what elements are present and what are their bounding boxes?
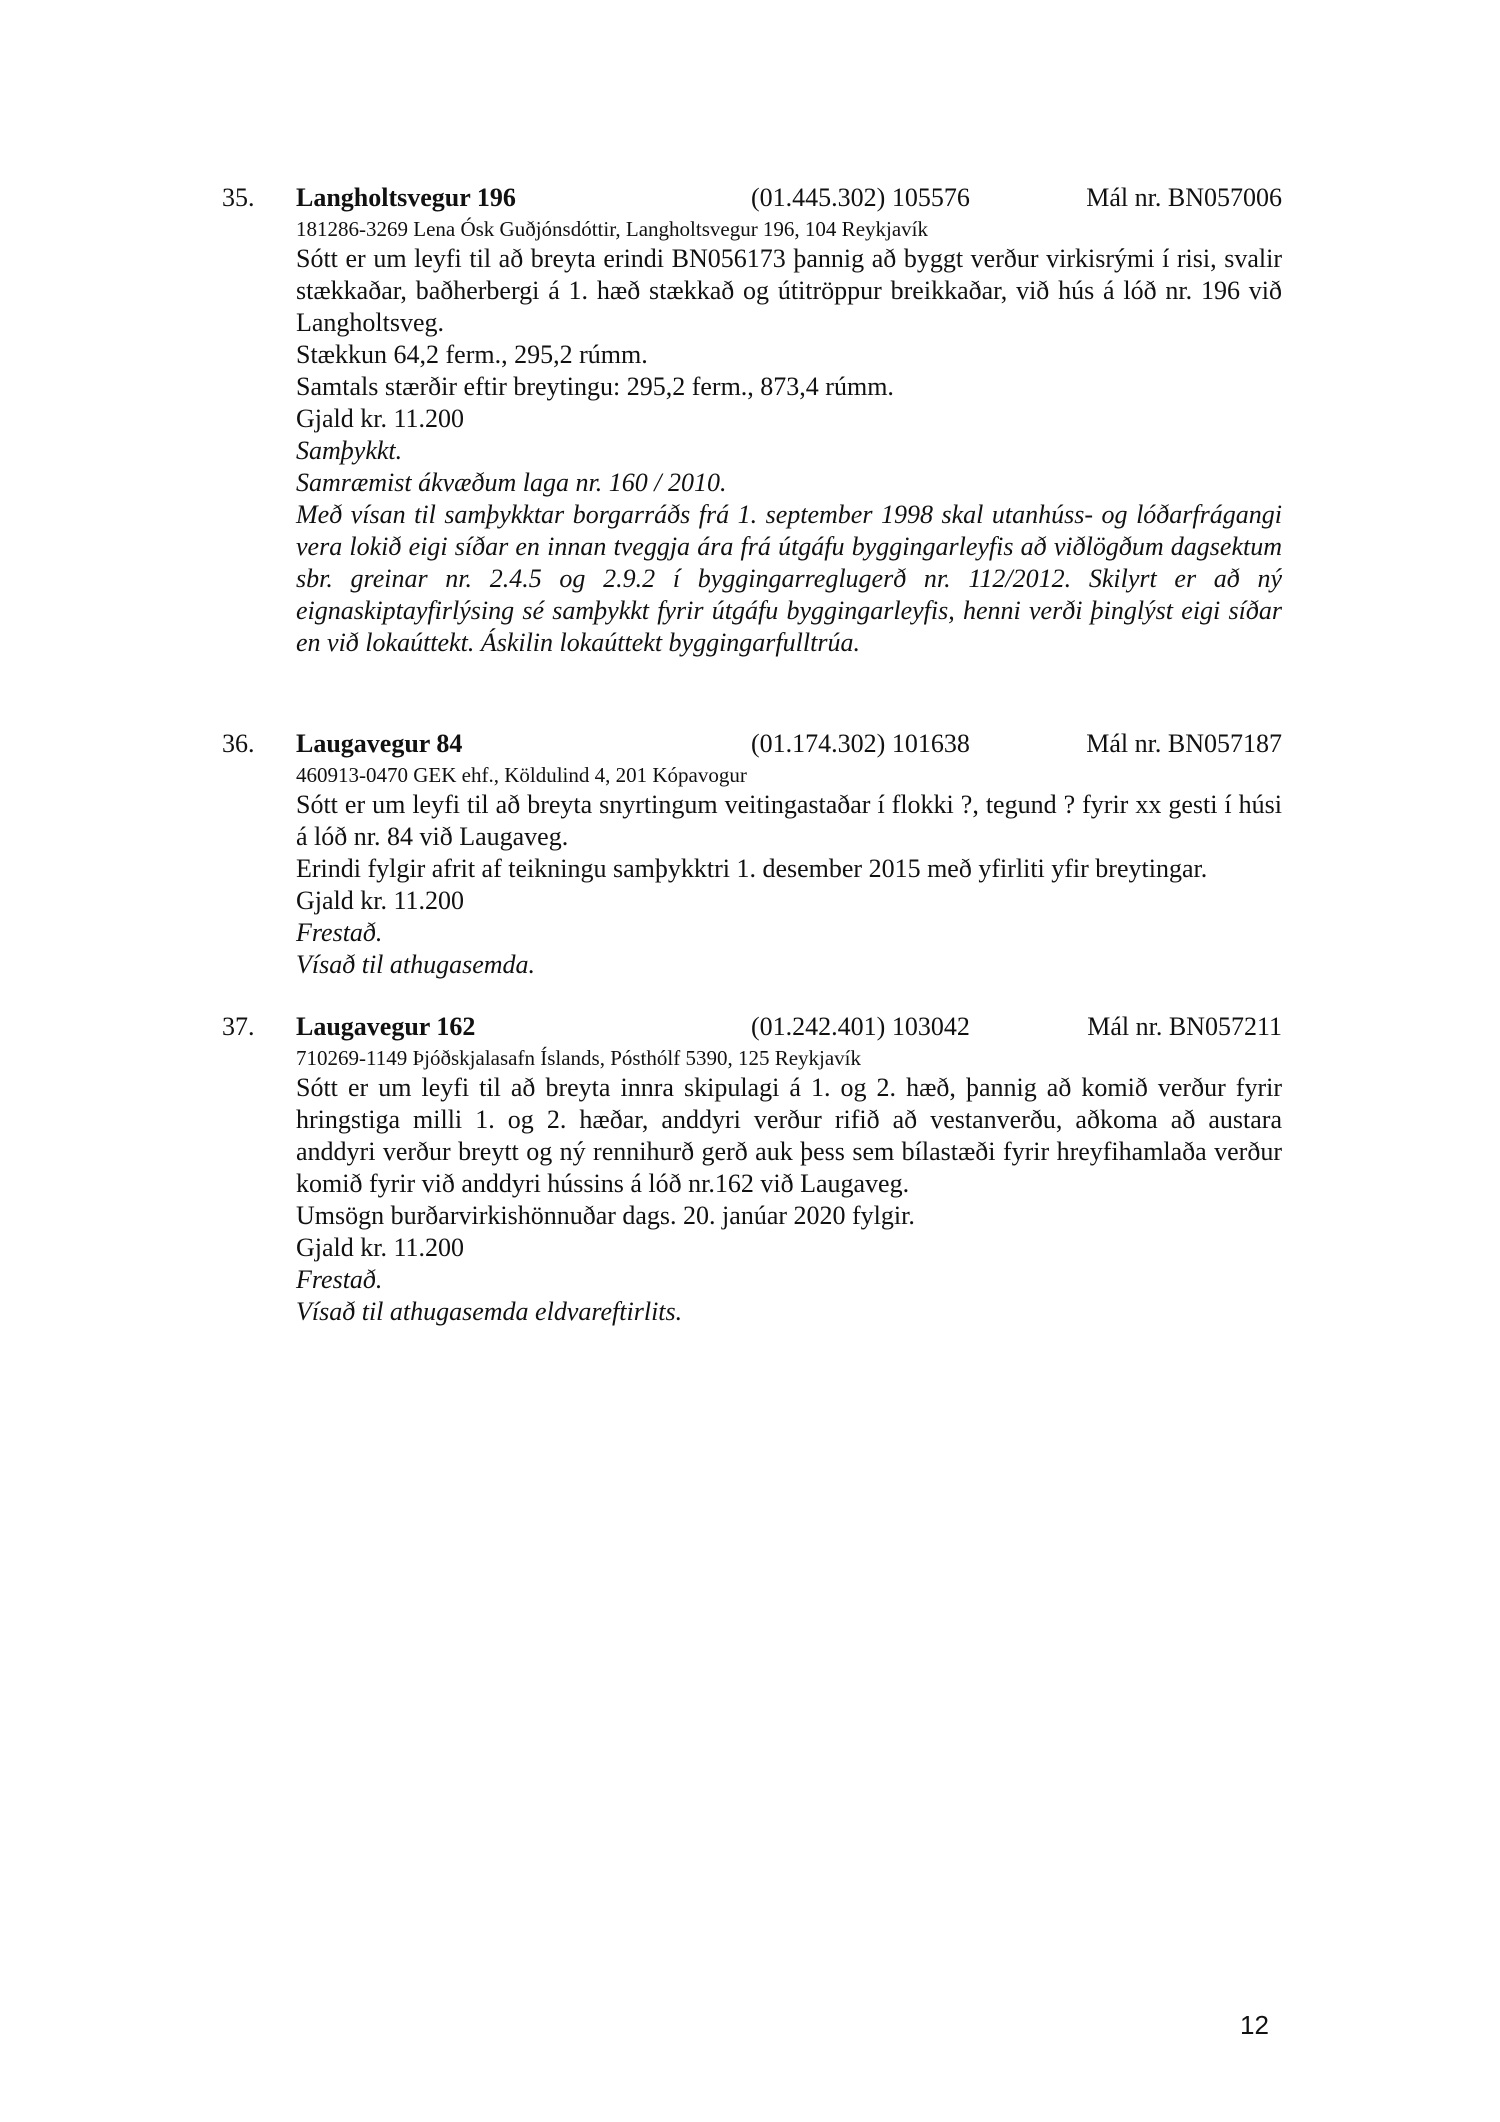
note: Vísað til athugasemda eldvareftirlits.: [296, 1297, 683, 1326]
description: Sótt er um leyfi til að breyta innra skipulagi á 1. og 2. hæð, þannig að komið verður fyrir hringstiga milli 1. og 2. hæðar, anddyri verður rifið að vestanverðu, aðkoma að austara anddyri verður breytt og ný rennihurð gerð auk þess sem bílastæði fyrir hreyfihamlaða verður komið fyrir við anddyri hússins á lóð nr.162 við Laugaveg.: [296, 1073, 1282, 1198]
fee: Gjald kr. 11.200: [296, 886, 465, 915]
applicant: 181286-3269 Lena Ósk Guðjónsdóttir, Langholtsvegur 196, 104 Reykjavík: [296, 217, 928, 241]
entry-number: 37.: [222, 1012, 255, 1041]
entry-header: [222, 727, 1282, 761]
entry-body: [296, 215, 1282, 659]
attachment-note: Umsögn burðarvirkishönnuðar dags. 20. janúar 2020 fylgir.: [296, 1201, 915, 1230]
land-number: (01.445.302) 105576: [751, 183, 970, 212]
decision: Samþykkt.: [296, 436, 403, 465]
case-number: Mál nr. BN057006: [1086, 183, 1282, 212]
entry-header: [222, 181, 1282, 215]
attachment-note: Erindi fylgir afrit af teikningu samþykktri 1. desember 2015 með yfirliti yfir breytingar.: [296, 854, 1208, 883]
fee: Gjald kr. 11.200: [296, 404, 465, 433]
case-entry-36: [222, 727, 1282, 981]
entry-number: 35.: [222, 183, 255, 212]
property-address: Laugavegur 162: [296, 1012, 476, 1041]
case-entry-35: [222, 181, 1282, 659]
entry-body: [296, 761, 1282, 981]
note: Samræmist ákvæðum laga nr. 160 / 2010.: [296, 468, 727, 497]
case-number: Mál nr. BN057187: [1086, 729, 1282, 758]
total-size: Samtals stærðir eftir breytingu: 295,2 ferm., 873,4 rúmm.: [296, 372, 894, 401]
applicant: 710269-1149 Þjóðskjalasafn Íslands, Pósthólf 5390, 125 Reykjavík: [296, 1046, 862, 1070]
note: Vísað til athugasemda.: [296, 950, 536, 979]
fee: Gjald kr. 11.200: [296, 1233, 465, 1262]
land-number: (01.174.302) 101638: [751, 729, 970, 758]
decision: Frestað.: [296, 1265, 383, 1294]
enlargement: Stækkun 64,2 ferm., 295,2 rúmm.: [296, 340, 648, 369]
property-address: Langholtsvegur 196: [296, 183, 516, 212]
note: Með vísan til samþykktar borgarráðs frá 1. september 1998 skal utanhúss- og lóðarfrágangi vera lokið eigi síðar en innan tveggja ára frá útgáfu byggingarleyfis að viðlögðum dagsektum sbr. greinar nr. 2.4.5 og 2.9.2 í byggingarreglugerð nr. 112/2012. Skilyrt er að ný eignaskiptayfirlýsing sé samþykkt fyrir útgáfu byggingarleyfis, henni verði þinglýst eigi síðar en við lokaúttekt. Áskilin lokaúttekt byggingarfulltrúa.: [296, 500, 1282, 657]
description: Sótt er um leyfi til að breyta snyrtingum veitingastaðar í flokki ?, tegund ? fyrir xx gesti í húsi á lóð nr. 84 við Laugaveg.: [296, 790, 1282, 851]
applicant: 460913-0470 GEK ehf., Köldulind 4, 201 Kópavogur: [296, 763, 747, 787]
entry-header: [222, 1010, 1282, 1044]
page-number: 12: [1240, 2010, 1269, 2040]
land-number: (01.242.401) 103042: [751, 1012, 970, 1041]
case-number: Mál nr. BN057211: [1087, 1012, 1282, 1041]
property-address: Laugavegur 84: [296, 729, 463, 758]
case-entry-37: [222, 1010, 1282, 1328]
entry-number: 36.: [222, 729, 255, 758]
description: Sótt er um leyfi til að breyta erindi BN056173 þannig að byggt verður virkisrými í risi, svalir stækkaðar, baðherbergi á 1. hæð stækkað og útitröppur breikkaðar, við hús á lóð nr. 196 við Langholtsveg.: [296, 244, 1282, 337]
entry-body: [296, 1044, 1282, 1328]
decision: Frestað.: [296, 918, 383, 947]
